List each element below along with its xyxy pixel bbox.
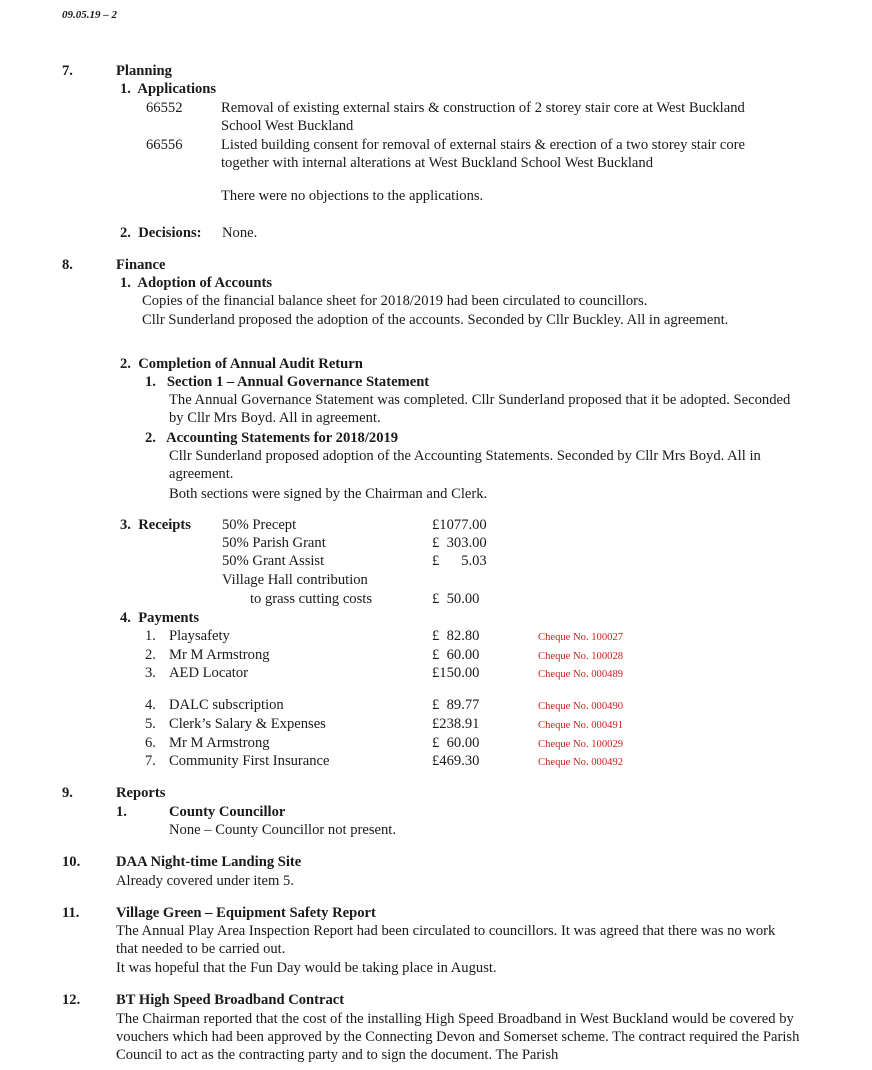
decisions-label: 2. Decisions:: [120, 225, 202, 241]
payment-cheque-number: Cheque No. 000490: [538, 701, 624, 712]
reports-sub-title: County Councillor: [169, 804, 286, 820]
audit-sub2-heading: 2. Accounting Statements for 2018/2019: [145, 430, 399, 446]
section-12-text: The Chairman reported that the cost of the installing High Speed Broadband in West Buckland would be covered by vouchers which had been approved by the Connecting Devon and Somerset scheme. The contract required the Parish Council to act as the contracting party and to sign the document. The Parish: [116, 1011, 800, 1063]
receipt-amount: £ 50.00: [432, 591, 480, 607]
adoption-heading: 1. Adoption of Accounts: [120, 275, 273, 291]
section-12-number: 12.: [62, 992, 81, 1008]
payment-number: 1.: [145, 628, 156, 644]
reports-sub-number: 1.: [116, 804, 127, 820]
payment-number: 5.: [145, 716, 156, 732]
section-7-title: Planning: [116, 63, 172, 79]
receipt-desc: 50% Parish Grant: [222, 535, 326, 551]
application-ref-2: 66556: [146, 137, 183, 153]
payment-amount: £ 60.00: [432, 647, 480, 663]
audit-sub2-text: Cllr Sunderland proposed adoption of the Accounting Statements. Seconded by Cllr Mrs Boyd. All in agreement.: [169, 448, 761, 482]
payment-cheque-number: Cheque No. 100029: [538, 739, 624, 750]
applications-note: There were no objections to the applications.: [221, 188, 484, 204]
section-11-text-2: It was hopeful that the Fun Day would be taking place in August.: [116, 960, 497, 976]
reports-sub-text: None – County Councillor not present.: [169, 822, 396, 838]
payment-cheque-number: Cheque No. 000492: [538, 757, 624, 768]
payment-cheque-number: Cheque No. 100027: [538, 632, 624, 643]
audit-sub1-heading: 1. Section 1 – Annual Governance Statement: [145, 374, 430, 390]
audit-heading: 2. Completion of Annual Audit Return: [120, 356, 363, 372]
payment-number: 7.: [145, 753, 156, 769]
payment-amount: £238.91: [432, 716, 480, 732]
receipt-amount: £ 303.00: [432, 535, 487, 551]
payment-number: 4.: [145, 697, 156, 713]
section-11-text-1: The Annual Play Area Inspection Report had been circulated to councillors. It was agreed that there was no work that needed to be carried out.: [116, 923, 776, 957]
payments-heading: 4. Payments: [120, 610, 200, 626]
payment-payee: AED Locator: [169, 665, 249, 681]
payment-payee: Mr M Armstrong: [169, 735, 270, 751]
section-9-title: Reports: [116, 785, 166, 801]
decisions-value: None.: [222, 225, 258, 241]
payment-payee: Community First Insurance: [169, 753, 330, 769]
page-header: 09.05.19 – 2: [62, 9, 117, 21]
application-ref-1: 66552: [146, 100, 183, 116]
section-11-number: 11.: [62, 905, 80, 921]
section-10-number: 10.: [62, 854, 81, 870]
payment-cheque-number: Cheque No. 100028: [538, 651, 624, 662]
section-12-title: BT High Speed Broadband Contract: [116, 992, 345, 1008]
receipt-amount: £1077.00: [432, 517, 487, 533]
section-8-number: 8.: [62, 257, 73, 273]
receipt-desc: 50% Precept: [222, 517, 297, 533]
payment-number: 3.: [145, 665, 156, 681]
receipt-desc: Village Hall contribution: [222, 572, 368, 588]
adoption-line-2: Cllr Sunderland proposed the adoption of the accounts. Seconded by Cllr Buckley. All in agreement.: [142, 312, 729, 328]
section-10-text: Already covered under item 5.: [116, 873, 294, 889]
payment-payee: DALC subscription: [169, 697, 284, 713]
payment-payee: Mr M Armstrong: [169, 647, 270, 663]
application-desc-1: Removal of existing external stairs & construction of 2 storey stair core at West Buckland School West Buckland: [221, 100, 745, 134]
section-8-title: Finance: [116, 257, 166, 273]
section-7-number: 7.: [62, 63, 73, 79]
applications-heading: 1. Applications: [120, 81, 217, 97]
audit-signed-text: Both sections were signed by the Chairman and Clerk.: [169, 486, 488, 502]
payment-amount: £ 60.00: [432, 735, 480, 751]
payment-amount: £ 89.77: [432, 697, 480, 713]
payment-amount: £469.30: [432, 753, 480, 769]
section-11-title: Village Green – Equipment Safety Report: [116, 905, 376, 921]
payment-cheque-number: Cheque No. 000491: [538, 720, 624, 731]
payment-payee: Playsafety: [169, 628, 230, 644]
application-desc-2: Listed building consent for removal of external stairs & erection of a two storey stair core together with internal alterations at West Buckland School West Buckland: [221, 137, 745, 171]
receipt-desc: 50% Grant Assist: [222, 553, 325, 569]
section-10-title: DAA Night-time Landing Site: [116, 854, 302, 870]
audit-sub1-text: The Annual Governance Statement was completed. Cllr Sunderland proposed that it be adopted. Seconded by Cllr Mrs Boyd. All in agreement.: [169, 392, 791, 426]
section-9-number: 9.: [62, 785, 73, 801]
receipt-desc: to grass cutting costs: [250, 591, 373, 607]
receipts-heading: 3. Receipts: [120, 517, 191, 533]
payment-amount: £ 82.80: [432, 628, 480, 644]
payment-cheque-number: Cheque No. 000489: [538, 669, 624, 680]
payment-amount: £150.00: [432, 665, 480, 681]
payment-number: 6.: [145, 735, 156, 751]
payment-number: 2.: [145, 647, 156, 663]
receipt-amount: £ 5.03: [432, 553, 487, 569]
adoption-line-1: Copies of the financial balance sheet for 2018/2019 had been circulated to councillors.: [142, 293, 648, 309]
payment-payee: Clerk’s Salary & Expenses: [169, 716, 326, 732]
